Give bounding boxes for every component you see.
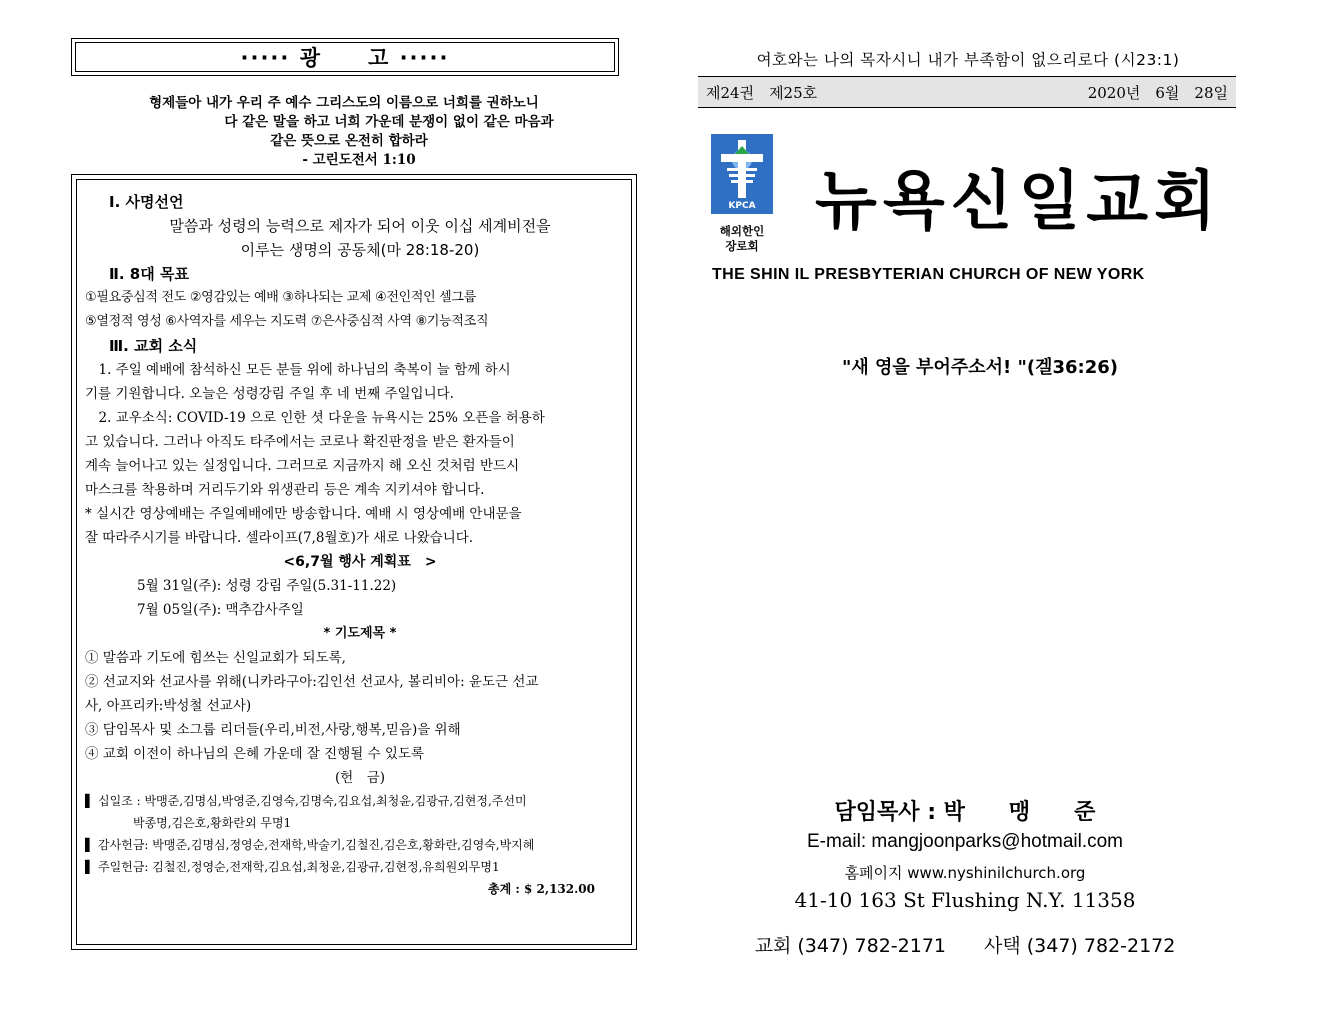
issue-bar (698, 76, 1236, 108)
offering-line: ▌ 십일조 : 박맹준,김명심,박영준,김영숙,김명숙,김요섭,최청윤,김광규,김현정,주선미 (85, 794, 527, 808)
news-line: 마스크를 착용하며 거리두기와 위생관리 등은 계속 지키셔야 합니다. (85, 482, 485, 498)
offering-title: (헌 금) (334, 770, 386, 786)
section-mission-title: Ⅰ. 사명선언 (109, 193, 184, 211)
ad-title-box (71, 38, 619, 76)
goals-line: ⑤열정적 영성 ⑥사역자를 세우는 지도력 ⑦은사중심적 사역 ⑧기능적조직 (85, 314, 489, 329)
pastor-name: 담임목사 : 박 맹 준 (834, 800, 1096, 825)
phone-numbers: 교회 (347) 782-2171 사택 (347) 782-2172 (754, 935, 1176, 957)
announcement-content (85, 190, 635, 900)
logo-caption (706, 224, 778, 254)
offering-line: ▌ 감사헌금: 박맹준,김명심,정영순,전재학,박술기,김철진,김은호,황화란,김영숙,박지혜 (85, 838, 535, 852)
prayer-item: 사, 아프리카:박성철 선교사) (85, 698, 252, 714)
issue-number: 제24권 제25호 (706, 84, 818, 102)
header-verse: 여호와는 나의 목자시니 내가 부족함이 없으리로다 (시23:1) (756, 51, 1180, 69)
prayer-item: ④ 교회 이전이 하나님의 은혜 가운데 잘 진행될 수 있도록 (85, 746, 425, 762)
church-name-korean: 뉴욕신일교회 (815, 164, 1222, 239)
news-line: 2. 교우소식: COVID-19 으로 인한 셧 다운을 뉴욕시는 25% 오픈을 허용하 (85, 410, 545, 426)
news-line: 잘 따라주시기를 바랍니다. 셀라이프(7,8월호)가 새로 나왔습니다. (85, 530, 474, 546)
kpca-logo (711, 134, 773, 214)
logo-caption-line: 장로회 (725, 239, 759, 253)
offering-total: 총계 : $ 2,132.00 (488, 882, 595, 896)
section-news-title: Ⅲ. 교회 소식 (109, 337, 198, 355)
verse-reference: - 고린도전서 1:10 (302, 152, 416, 168)
logo-caption-line: 해외한인 (719, 224, 765, 238)
offering-line: ▌ 주일헌금: 김철진,정영순,전재학,김요섭,최청윤,김광규,김현정,유희원외무명1 (85, 860, 500, 874)
verse-line: 같은 뜻으로 온전히 합하라 (270, 133, 428, 149)
announcement-box (71, 174, 637, 950)
news-line: 계속 늘어나고 있는 실정입니다. 그러므로 지금까지 해 오신 것처럼 반드시 (85, 458, 520, 474)
goals-line: ①필요중심적 전도 ②영감있는 예배 ③하나되는 교제 ④전인적인 셀그룹 (85, 290, 476, 305)
theme-verse: "새 영을 부어주소서! "(겔36:26) (841, 357, 1118, 378)
ad-title: ····· 광 고 ····· (75, 42, 615, 72)
logo-label: KPCA (728, 201, 756, 211)
church-name-english: THE SHIN IL PRESBYTERIAN CHURCH OF NEW YORK (712, 266, 1145, 283)
schedule-item: 5월 31일(주): 성령 강림 주일(5.31-11.22) (137, 578, 397, 594)
verse-line: 다 같은 말을 하고 너희 가운데 분쟁이 없이 같은 마음과 (224, 114, 554, 130)
news-line: * 실시간 영상예배는 주일예배에만 방송합니다. 예배 시 영상예배 안내문을 (85, 506, 522, 522)
news-line: 1. 주일 예배에 참석하신 모든 분들 위에 하나님의 축복이 늘 함께 하시 (85, 362, 511, 378)
scripture-verse (71, 94, 617, 170)
homepage-url: 홈페이지 www.nyshinilchurch.org (844, 864, 1086, 882)
offering-line: 박종명,김은호,황화란외 무명1 (85, 816, 292, 830)
prayer-item: ③ 담임목사 및 소그룹 리더들(우리,비전,사랑,행복,믿음)을 위해 (85, 722, 461, 738)
schedule-title: <6,7월 행사 계획표 > (283, 554, 437, 570)
issue-date: 2020년 6월 28일 (1087, 84, 1228, 102)
schedule-item: 7월 05일(주): 맥추감사주일 (137, 602, 304, 618)
prayer-item: ② 선교지와 선교사를 위해(니카라구아:김인선 선교사, 볼리비아: 윤도근 선교 (85, 674, 539, 690)
email-address: E-mail: mangjoonparks@hotmail.com (806, 831, 1123, 852)
mission-line: 이루는 생명의 공동체(마 28:18-20) (240, 241, 480, 259)
news-line: 고 있습니다. 그러나 아직도 타주에서는 코로나 확진판정을 받은 환자들이 (85, 434, 515, 450)
prayer-title: * 기도제목 * (323, 626, 397, 641)
church-address: 41-10 163 St Flushing N.Y. 11358 (794, 888, 1136, 912)
section-goals-title: Ⅱ. 8대 목표 (109, 265, 189, 283)
prayer-item: ① 말씀과 기도에 힘쓰는 신일교회가 되도록, (85, 650, 346, 666)
news-line: 기를 기원합니다. 오늘은 성령강림 주일 후 네 번째 주일입니다. (85, 386, 454, 402)
announcement-inner (76, 179, 632, 945)
verse-line: 형제들아 내가 우리 주 예수 그리스도의 이름으로 너희를 권하노니 (149, 95, 539, 111)
mission-line: 말씀과 성령의 능력으로 제자가 되어 이웃 이십 세계비전을 (169, 217, 551, 235)
